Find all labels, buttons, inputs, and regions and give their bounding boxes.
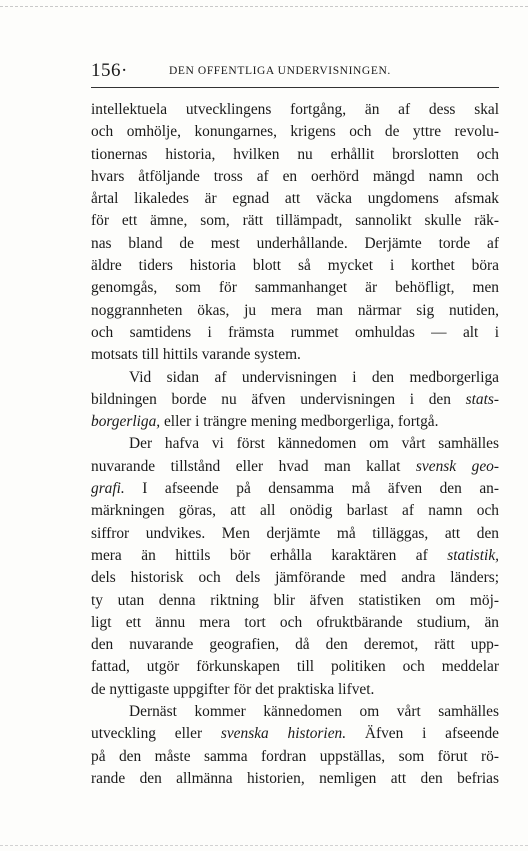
text-segment: siffror undvikes. Men derjämte må tilläggas, att den <box>91 524 499 542</box>
italic-text: grafi. <box>91 480 125 498</box>
text-line <box>91 322 499 344</box>
text-line <box>91 255 499 277</box>
text-segment: utveckling eller <box>91 725 221 743</box>
italic-text: stats- <box>465 390 499 408</box>
text-segment: hvars åtföljande tross af en oerhörd mängd namn och <box>91 167 499 185</box>
text-line <box>91 634 499 656</box>
italic-text: statistik, <box>447 546 499 564</box>
text-line <box>91 478 499 500</box>
text-segment: Vid sidan af undervisningen i den medborgerliga <box>129 368 499 386</box>
text-segment: bildningen borde nu äfven undervisningen i den <box>91 390 466 408</box>
text-line <box>91 723 499 745</box>
text-segment: mera än hittils bör erhålla karaktären af <box>91 546 448 564</box>
text-line <box>91 300 499 322</box>
text-segment: på den måste samma fordran uppställas, som förut rö- <box>91 747 499 765</box>
text-line <box>91 389 499 411</box>
text-segment: nas bland de mest underhållande. Derjämte torde af <box>91 234 499 252</box>
text-segment: Der hafva vi först kännedomen om vårt samhälles <box>129 435 499 453</box>
text-line <box>91 344 499 366</box>
text-segment: Dernäst kommer kännedomen om vårt samhälles <box>129 703 499 721</box>
italic-text: svensk geo- <box>415 457 499 475</box>
body-text <box>91 99 499 790</box>
text-segment: årtal likaledes är egnad att väcka ungdomens afsmak <box>91 190 499 208</box>
text-line <box>91 456 499 478</box>
text-line <box>91 545 499 567</box>
text-segment: rande den allmänna historien, nemligen att den befrias <box>91 769 499 787</box>
text-segment: intellektuela utvecklingens fortgång, än af dess skal <box>91 101 499 118</box>
running-head: DEN OFFENTLIGA UNDERVISNINGEN. <box>169 65 391 77</box>
text-line <box>91 590 499 612</box>
text-segment: ty utan denna riktning blir äfven statistiken om möj- <box>91 591 499 609</box>
text-line <box>91 233 499 255</box>
text-line <box>91 567 499 589</box>
italic-text: borgerliga, <box>91 413 161 431</box>
text-line <box>91 166 499 188</box>
text-segment: noggrannheten ökas, ju mera man närmar sig nutiden, <box>91 301 499 319</box>
text-line <box>91 433 499 455</box>
text-segment: tionernas historia, hvilken nu erhållit brorslotten och <box>91 145 499 163</box>
text-line <box>91 277 499 299</box>
text-line <box>91 656 499 678</box>
text-segment: eller i trängre mening medborgerliga, fortgå. <box>160 413 439 431</box>
page-header <box>91 60 499 84</box>
text-segment: den nuvarande geografien, då den deremot, rätt upp- <box>91 636 499 654</box>
text-segment: ligt ett ännu mera tort och ofruktbärande studium, än <box>91 613 499 631</box>
text-segment: fattad, utgör förkunskapen till politiken och meddelar <box>91 658 499 676</box>
text-segment: och samtidens i främsta rummet omhuldas — alt i <box>91 323 499 341</box>
text-segment: Äfven i afseende <box>346 725 499 743</box>
text-line <box>91 367 499 389</box>
text-segment: äldre tiders historia blott så mycket i korthet böra <box>91 257 499 275</box>
text-line <box>91 612 499 634</box>
text-line <box>91 746 499 768</box>
text-line <box>91 523 499 545</box>
text-line <box>91 701 499 723</box>
text-segment: motsats till hittils varande system. <box>91 346 301 364</box>
text-line <box>91 121 499 143</box>
text-segment: de nyttigaste uppgifter för det praktiska lifvet. <box>91 680 375 698</box>
text-line <box>91 768 499 790</box>
text-segment: I afseende på densamma må äfven den an- <box>124 480 499 498</box>
text-line <box>91 210 499 232</box>
text-line <box>91 99 499 121</box>
italic-text: svenska historien. <box>220 725 347 743</box>
text-line <box>91 188 499 210</box>
text-segment: genomgås, som för sammanhanget är behöfligt, men <box>91 279 499 297</box>
text-segment: nuvarande tillstånd eller hvad man kallat <box>91 457 416 475</box>
page-bottom-edge <box>0 845 528 846</box>
text-segment: och omhölje, konungarnes, krigens och de yttre revolu- <box>91 123 499 141</box>
text-segment: märkningen göras, att all onödig barlast af namn och <box>91 502 499 520</box>
text-segment: för ett ämne, som, rätt tillämpadt, sannolikt skulle räk- <box>91 212 499 230</box>
page-top-edge <box>0 6 528 7</box>
text-segment: dels historisk och dels jämförande med andra länders; <box>91 569 499 587</box>
page-number: 156· <box>91 60 128 81</box>
text-line <box>91 144 499 166</box>
text-line <box>91 411 499 433</box>
text-line <box>91 500 499 522</box>
header-rule <box>91 87 499 88</box>
text-line <box>91 679 499 701</box>
